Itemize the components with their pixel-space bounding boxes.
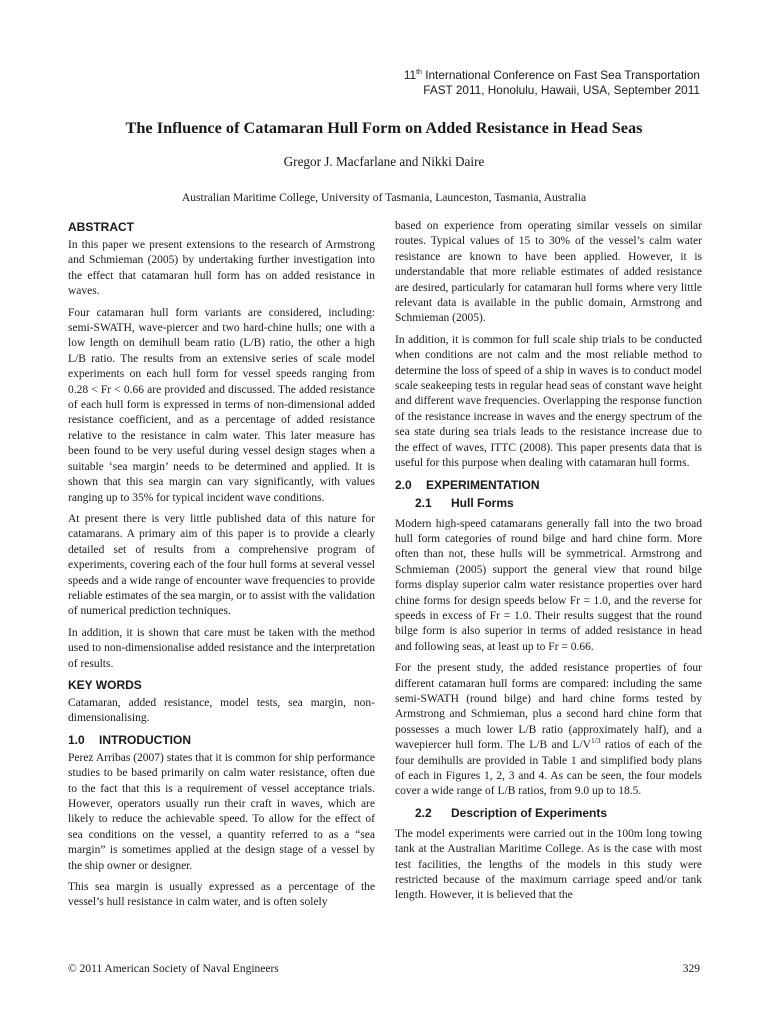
abstract-paragraph-1: In this paper we present extensions to the research of Armstrong and Schmieman (2005) by undertaking further investigation into the effect that catamaran hull form has on added resistance in waves.	[68, 239, 375, 298]
introduction-paragraph-2: This sea margin is usually expressed as a percentage of the vessel’s hull resistance in calm water, and is often solely	[68, 881, 375, 909]
conference-name: International Conference on Fast Sea Transportation	[421, 68, 700, 82]
subsection-title: Description of Experiments	[451, 805, 608, 820]
paper-title: The Influence of Catamaran Hull Form on Added Resistance in Head Seas	[125, 118, 643, 137]
keywords-heading: KEY WORDS	[68, 677, 142, 692]
introduction-heading	[68, 733, 375, 748]
exponent: 1/3	[590, 736, 601, 746]
abstract-paragraph-4: In addition, it is shown that care must be taken with the method used to non-dimensionalise added resistance and the interpretation of results.	[68, 626, 375, 670]
paragraph-text-part-1: For the present study, the added resistance properties of four different catamaran hull forms are compared: including the same semi-SWATH (round bilge) and hard chine forms tested by Armstrong and Schmieman, plus a second hard chine form that possesses a much lower L/B ratio (approximately half), and a wavepiercer hull form. The L/B and L/V	[395, 662, 702, 752]
section-number: 2.0	[395, 477, 412, 492]
section-title: EXPERIMENTATION	[426, 477, 540, 492]
subsection-number: 2.1	[415, 495, 432, 510]
copyright-notice: © 2011 American Society of Naval Engineers	[68, 963, 279, 975]
hull-forms-heading	[415, 496, 702, 511]
paper-authors: Gregor J. Macfarlane and Nikki Daire	[283, 154, 485, 169]
subsection-number: 2.2	[415, 805, 432, 820]
introduction-paragraph-4: In addition, it is common for full scale ship trials to be conducted when conditions are not calm and the most reliable method to determine the loss of speed of a ship in waves is to conduct model scale seakeeping tests in regular head seas of constant wave height and different wave frequencies. Overlapping the response function of the resistance increase in waves and the energy spectrum of the sea state during sea trials leads to the resistance increase due to the effect of waves, ITTC (2008). This paper presents data that is useful for this purpose when dealing with catamaran hull forms.	[395, 333, 702, 470]
section-number: 1.0	[68, 732, 85, 747]
abstract-paragraph-2: Four catamaran hull form variants are considered, including: semi-SWATH, wave-piercer and two hard-chine hulls; one with a low length on demihull beam ratio (L/B) ratio, the other a high L/B ratio. The results from an extensive series of scale model experiments on each hull form for vessel speeds ranging from 0.28 < Fr < 0.66 are provided and discussed. The added resistance of each hull form is expressed in terms of non-dimensional added resistance coefficient, and as a percentage of added resistance relative to the resistance in calm water. This later measure has been found to be very useful during vessel design stages when a suitable ‘sea margin’ needs to be determined and applied. It is shown that this sea margin can vary significantly, with values ranging up to 35% for typical incident wave conditions.	[68, 306, 375, 504]
conference-header	[404, 68, 700, 98]
keywords-text: Catamaran, added resistance, model tests, sea margin, non-dimensionalising.	[68, 696, 375, 725]
section-title: INTRODUCTION	[99, 732, 191, 747]
subsection-title: Hull Forms	[451, 495, 514, 510]
abstract-heading: ABSTRACT	[68, 220, 134, 234]
description-paragraph-1: The model experiments were carried out in the 100m long towing tank at the Australian Maritime College. As is the case with most test facilities, the lengths of the models in this study were restricted because of the maximum carriage speed and/or tank length. However, it is believed that the	[395, 827, 702, 902]
right-column	[395, 219, 702, 910]
conference-ordinal: th	[416, 69, 422, 77]
description-heading	[415, 806, 702, 821]
conference-number: 11	[403, 68, 417, 82]
abstract-paragraph-3: At present there is very little published data of this nature for catamarans. A primary aim of this paper is to provide a clearly detailed set of results from a comprehensive program of experiments, covering each of the four hull forms at several vessel speeds and a wide range of encounter wave frequencies to provide reliable estimates of the sea margin, or to assist with the validation of numerical prediction techniques.	[68, 512, 375, 618]
introduction-paragraph-1: Perez Arribas (2007) states that it is common for ship performance studies to be based primarily on calm water resistance, often due to the fact that this is a requirement of vessel acceptance trials. However, operators usually run their craft in waves, which are likely to reduce the achievable speed. To allow for the effect of sea conditions on the vessel, a quantity referred to as a “sea margin” is sometimes applied at the design stage of a vessel by the ship owner or designer.	[68, 751, 375, 872]
hull-forms-paragraph-1: Modern high-speed catamarans generally fall into the two broad hull form categories of round bilge and hard chine form. More often than not, these hulls will be symmetrical. Armstrong and Schmieman (2005) support the general view that round bilge forms display superior calm water resistance properties over hard chine forms for design speeds below Fr = 1.0, and the reverse for speeds in excess of Fr = 1.0. Their results suggest that the round bilge form is also superior in terms of added resistance in head and following seas, at least up to Fr = 0.66.	[395, 517, 702, 653]
left-column	[68, 219, 375, 917]
experimentation-heading	[395, 478, 702, 493]
paper-affiliation: Australian Maritime College, University of Tasmania, Launceston, Tasmania, Australia	[181, 191, 587, 204]
hull-forms-paragraph-2	[395, 661, 702, 800]
conference-line-1	[404, 68, 700, 83]
page-number: 329	[682, 963, 700, 975]
paragraph-text-part-2: ratios of each of the four demihulls are provided in Table 1 and simplified body plans of each in Figures 1, 2, 3 and 4. As can be seen, the four models cover a wide range of L/B ratios, from 9.0 up to 18.5.	[395, 739, 702, 798]
conference-line-2: FAST 2011, Honolulu, Hawaii, USA, September 2011	[423, 83, 700, 97]
introduction-paragraph-3: based on experience from operating similar vessels on similar routes. Typical values of 15 to 30% of the vessel’s calm water resistance are known to have been applied. However, it is understandable that more reliable estimates of added resistance are desired, particularly for catamaran hull forms where very little relevant data is available in the public domain, Armstrong and Schmieman (2005).	[395, 220, 702, 325]
